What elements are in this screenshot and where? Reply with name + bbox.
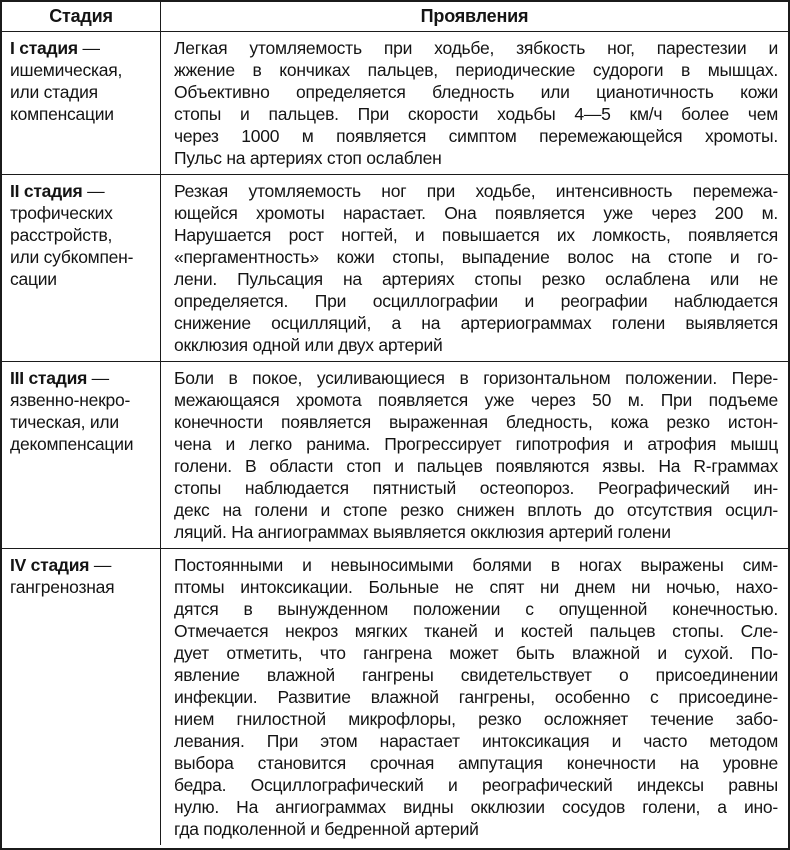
manifestation-line: через 1000 м появляется симптом перемежающейся хромоты. xyxy=(174,126,778,146)
column-header-manifestations: Проявления xyxy=(420,6,529,26)
manifestation-line: снижение осцилляций, а на артериограммах голени выявляется xyxy=(174,313,778,333)
stage-cell xyxy=(2,175,161,361)
table-body xyxy=(2,32,788,845)
manifestation-line: Боли в покое, усиливающиеся в горизонтальном положении. Пере- xyxy=(174,368,778,388)
manifestations-cell xyxy=(161,32,788,174)
stage-line: ишемическая, xyxy=(10,60,123,80)
stage-title-line: IV стадия — xyxy=(10,555,112,575)
manifestation-line: дует отметить, что гангрена может быть влажной и сухой. По- xyxy=(174,643,778,663)
stage-cell xyxy=(2,549,161,845)
stage-line: гангренозная xyxy=(10,577,115,597)
manifestation-line: Пульс на артериях стоп ослаблен xyxy=(174,148,442,168)
manifestations-cell xyxy=(161,175,788,361)
manifestation-line: инфекции. Развитие влажной гангрены, особенно с присоедине- xyxy=(174,687,778,707)
manifestation-line: Резкая утомляемость ног при ходьбе, интенсивность перемежа- xyxy=(174,181,778,201)
manifestation-line: явление влажной гангрены свидетельствует о присоединении xyxy=(174,665,778,685)
stage-title-line: II стадия — xyxy=(10,181,105,201)
manifestation-line: жжение в кончиках пальцев, периодические судороги в мышцах. xyxy=(174,60,778,80)
manifestation-line: Постоянными и невыносимыми болями в ногах выражены сим- xyxy=(174,555,778,575)
manifestation-line: межающаяся хромота появляется уже через 50 м. При подъеме xyxy=(174,390,778,410)
stage-number: IV стадия xyxy=(10,555,90,575)
manifestation-line: нулю. На ангиограммах видны окклюзии сосудов голени, а ино- xyxy=(174,797,778,817)
stage-number: I стадия xyxy=(10,38,78,58)
manifestation-line: чена и легко ранима. Прогрессирует гипотрофия и атрофия мышц xyxy=(174,434,778,454)
table-row xyxy=(2,175,788,362)
stage-number: III стадия xyxy=(10,368,88,388)
table-row xyxy=(2,32,788,175)
stage-title-line: I стадия — xyxy=(10,38,100,58)
manifestation-line: Отмечается некроз мягких тканей и костей пальцев стопы. Сле- xyxy=(174,621,778,641)
manifestation-line: нием гнилостной микрофлоры, резко осложняет течение забо- xyxy=(174,709,778,729)
stage-cell xyxy=(2,362,161,548)
manifestation-line: ляций. На ангиограммах выявляется окклюзия артерий голени xyxy=(174,522,671,542)
stage-line: сации xyxy=(10,269,57,289)
manifestation-line: «пергаментность» кожи стопы, выпадение волос на стопе и го- xyxy=(174,247,778,267)
manifestation-line: Объективно определяется бледность или цианотичность кожи xyxy=(174,82,778,102)
stage-line: декомпенсации xyxy=(10,434,134,454)
stage-line: трофических xyxy=(10,203,113,223)
manifestation-line: ющейся хромоты нарастает. Она появляется уже через 200 м. xyxy=(174,203,778,223)
manifestation-line: лени. Пульсация на артериях стопы резко ослаблена или не xyxy=(174,269,778,289)
manifestations-cell xyxy=(161,362,788,548)
stage-line: или стадия xyxy=(10,82,98,102)
manifestation-line: конечности появляется выраженная бледность, кожа резко истон- xyxy=(174,412,778,432)
stage-line: компенсации xyxy=(10,104,114,124)
stage-number: II стадия xyxy=(10,181,83,201)
table-header-row xyxy=(2,2,788,32)
manifestation-line: бедра. Осциллографический и реографический индексы равны xyxy=(174,775,778,795)
manifestation-line: Легкая утомляемость при ходьбе, зябкость ног, парестезии и xyxy=(174,38,778,58)
manifestation-line: определяется. При осциллографии и реографии наблюдается xyxy=(174,291,778,311)
stage-title-line: III стадия — xyxy=(10,368,109,388)
table-row xyxy=(2,549,788,845)
manifestation-line: левания. При этом нарастает интоксикация и часто методом xyxy=(174,731,778,751)
manifestation-line: выбора становится срочная ампутация конечности на уровне xyxy=(174,753,778,773)
manifestation-line: голени. В области стоп и пальцев появляются язвы. На R-граммах xyxy=(174,456,778,476)
stage-line: язвенно-некро- xyxy=(10,390,131,410)
stage-cell xyxy=(2,32,161,174)
manifestation-line: декс на голени и стопе резко снижен вплоть до отсутствия осцил- xyxy=(174,500,778,520)
manifestation-line: Нарушается рост ногтей, и повышается их ломкость, появляется xyxy=(174,225,778,245)
column-header-stage: Стадия xyxy=(2,2,161,31)
stage-line: расстройств, xyxy=(10,225,113,245)
manifestation-line: дятся в вынужденном положении с опущенной конечностью. xyxy=(174,599,778,619)
manifestation-line: гда подколенной и бедренной артерий xyxy=(174,819,479,839)
manifestation-line: стопы и пальцев. При скорости ходьбы 4—5 км/ч более чем xyxy=(174,104,778,124)
manifestations-cell xyxy=(161,549,788,845)
manifestation-line: стопы наблюдается пятнистый остеопороз. Реографический ин- xyxy=(174,478,778,498)
manifestation-line: окклюзия одной или двух артерий xyxy=(174,335,443,355)
manifestation-line: птомы интоксикации. Больные не спят ни днем ни ночью, нахо- xyxy=(174,577,778,597)
stage-line: тическая, или xyxy=(10,412,119,432)
table-row xyxy=(2,362,788,549)
stage-line: или субкомпен- xyxy=(10,247,134,267)
